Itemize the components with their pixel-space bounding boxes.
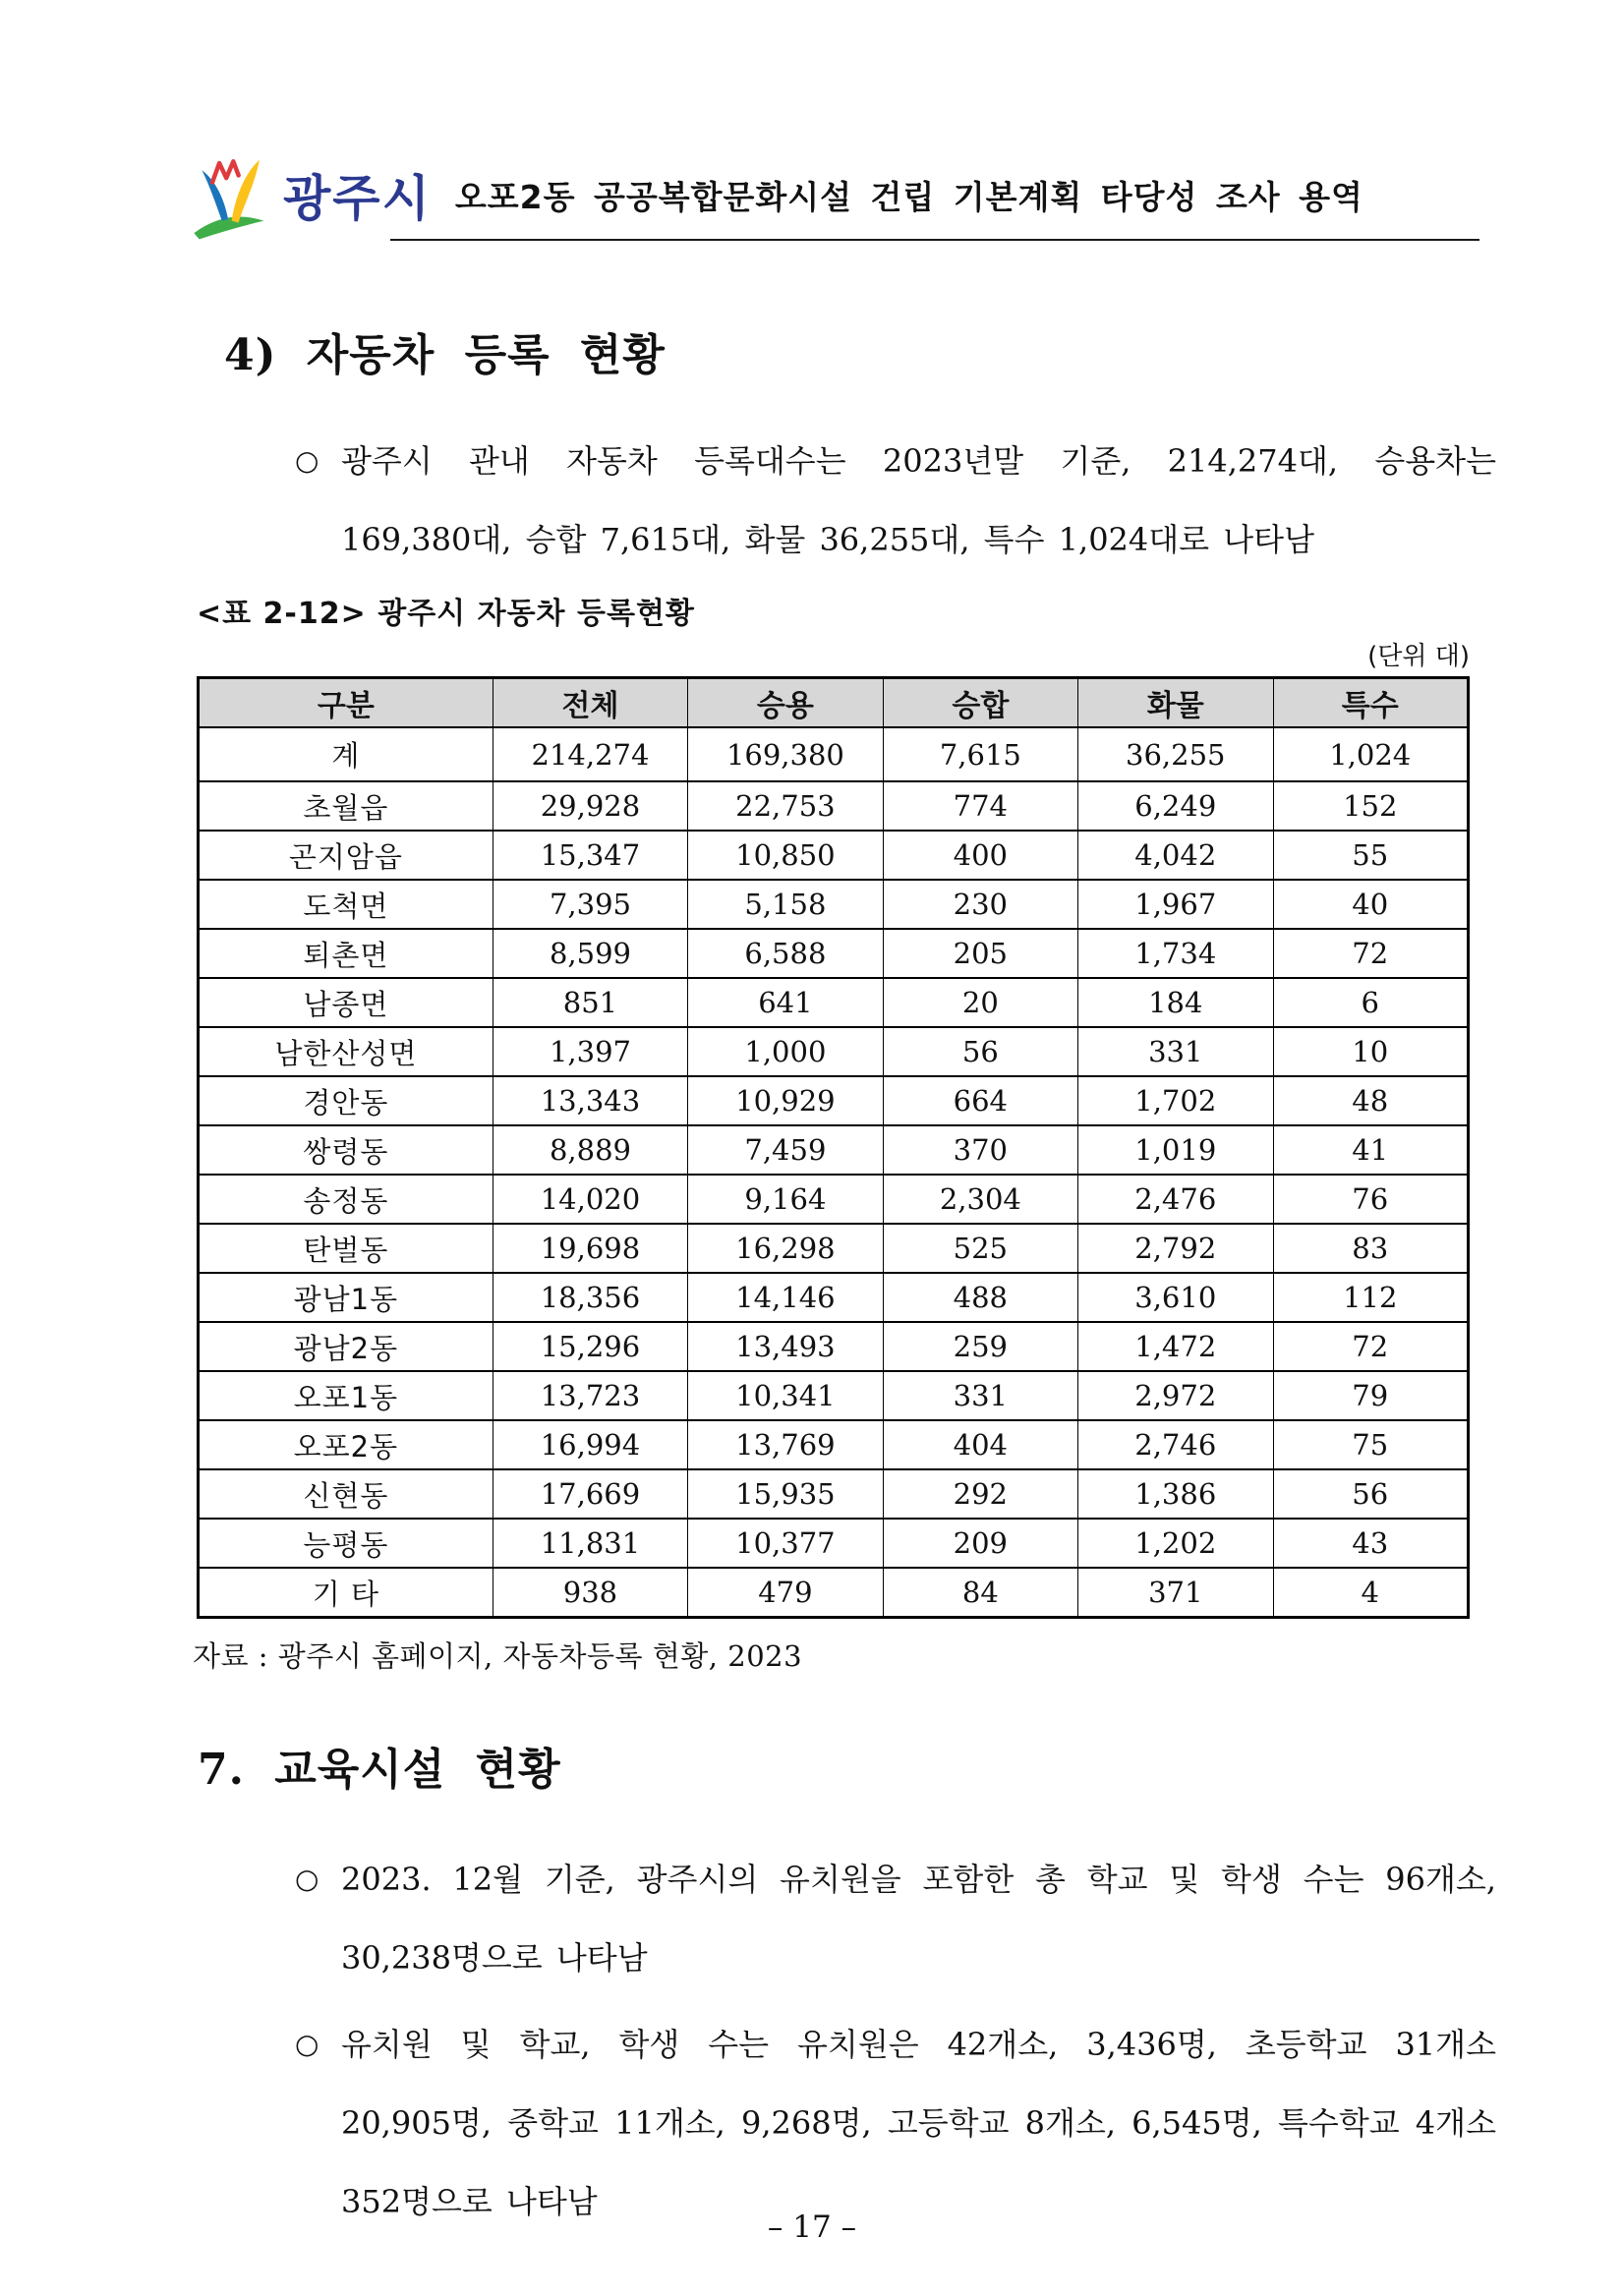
value-cell: 1,472 [1078,1322,1273,1371]
bullet-text: 2023. 12월 기준, 광주시의 유치원을 포함한 총 학교 및 학생 수는 96개소, 30,238명으로 나타남 [341,1861,1496,1977]
row-label-cell: 도척면 [199,880,493,929]
row-label-cell: 송정동 [199,1175,493,1224]
value-cell: 84 [883,1568,1077,1618]
value-cell: 525 [883,1224,1077,1273]
table-row [199,1273,1469,1322]
row-label-cell: 광남2동 [199,1322,493,1371]
value-cell: 641 [688,978,883,1027]
value-cell: 76 [1273,1175,1469,1224]
value-cell: 214,274 [493,727,687,781]
table-row [199,929,1469,978]
table-row [199,781,1469,831]
value-cell: 370 [883,1125,1077,1175]
row-label-cell: 탄벌동 [199,1224,493,1273]
section4-heading: 4) 자동차 등록 현황 [224,330,666,380]
value-cell: 938 [493,1568,687,1618]
value-cell: 4 [1273,1568,1469,1618]
table-caption: <표 2-12> 광주시 자동차 등록현황 [197,597,695,631]
value-cell: 10,341 [688,1371,883,1420]
value-cell: 22,753 [688,781,883,831]
table-row [199,1125,1469,1175]
row-label-cell: 남종면 [199,978,493,1027]
table-row [199,1322,1469,1371]
value-cell: 16,994 [493,1420,687,1469]
row-label-cell: 오포1동 [199,1371,493,1420]
gwangju-city-logo-icon [189,149,267,240]
value-cell: 18,356 [493,1273,687,1322]
column-header: 승용 [688,678,883,728]
value-cell: 112 [1273,1273,1469,1322]
value-cell: 331 [1078,1027,1273,1076]
value-cell: 774 [883,781,1077,831]
value-cell: 11,831 [493,1519,687,1568]
column-header: 특수 [1273,678,1469,728]
report-title: 오포2동 공공복합문화시설 건립 기본계획 타당성 조사 용역 [454,177,1363,216]
value-cell: 400 [883,831,1077,880]
value-cell: 2,972 [1078,1371,1273,1420]
column-header: 전체 [493,678,687,728]
value-cell: 8,889 [493,1125,687,1175]
page-content [0,319,1624,2241]
page-number: – 17 – [767,2210,857,2245]
row-label-cell: 퇴촌면 [199,929,493,978]
value-cell: 56 [1273,1469,1469,1519]
value-cell: 14,146 [688,1273,883,1322]
table-header-row [199,678,1469,728]
value-cell: 75 [1273,1420,1469,1469]
vehicle-registration-table [197,676,1470,1619]
value-cell: 6,249 [1078,781,1273,831]
value-cell: 13,343 [493,1076,687,1125]
value-cell: 43 [1273,1519,1469,1568]
value-cell: 56 [883,1027,1077,1076]
table-row [199,1027,1469,1076]
value-cell: 10,377 [688,1519,883,1568]
logo-text: 광주시 [283,170,432,227]
value-cell: 371 [1078,1568,1273,1618]
row-label-cell: 곤지암읍 [199,831,493,880]
table-row [199,1371,1469,1420]
table-row [199,1519,1469,1568]
value-cell: 4,042 [1078,831,1273,880]
section7-heading: 7. 교육시설 현황 [198,1745,561,1795]
value-cell: 13,723 [493,1371,687,1420]
table-row [199,831,1469,880]
value-cell: 15,347 [493,831,687,880]
table-unit-label: (단위 대) [1367,642,1470,671]
value-cell: 29,928 [493,781,687,831]
table-row [199,978,1469,1027]
table-row [199,880,1469,929]
value-cell: 205 [883,929,1077,978]
table-row [199,1420,1469,1469]
table-row [199,1224,1469,1273]
value-cell: 664 [883,1076,1077,1125]
value-cell: 7,615 [883,727,1077,781]
value-cell: 488 [883,1273,1077,1322]
value-cell: 209 [883,1519,1077,1568]
logo-green-swoosh [194,217,263,240]
table-row [199,1568,1469,1618]
table-source-note: 자료 : 광주시 홈페이지, 자동차등록 현황, 2023 [193,1639,803,1673]
value-cell: 479 [688,1568,883,1618]
page-header [189,149,1363,240]
section4-bullet [295,422,1496,579]
row-label-cell: 광남1동 [199,1273,493,1322]
value-cell: 83 [1273,1224,1469,1273]
value-cell: 17,669 [493,1469,687,1519]
value-cell: 72 [1273,1322,1469,1371]
value-cell: 10,850 [688,831,883,880]
value-cell: 7,459 [688,1125,883,1175]
value-cell: 259 [883,1322,1077,1371]
value-cell: 1,019 [1078,1125,1273,1175]
column-header: 화물 [1078,678,1273,728]
row-label-cell: 능평동 [199,1519,493,1568]
value-cell: 404 [883,1420,1077,1469]
value-cell: 1,967 [1078,880,1273,929]
value-cell: 79 [1273,1371,1469,1420]
value-cell: 2,746 [1078,1420,1273,1469]
value-cell: 2,304 [883,1175,1077,1224]
bullet-marker: ○ [295,2028,319,2060]
value-cell: 1,000 [688,1027,883,1076]
value-cell: 169,380 [688,727,883,781]
table-row [199,1076,1469,1125]
row-label-cell: 경안동 [199,1076,493,1125]
row-label-cell: 남한산성면 [199,1027,493,1076]
bullet-text: 유치원 및 학교, 학생 수는 유치원은 42개소, 3,436명, 초등학교 31개소 20,905명, 중학교 11개소, 9,268명, 고등학교 8개소, 6,545명, 특수학교 4개소 352명으로 나타남 [341,2026,1496,2220]
row-label-cell: 초월읍 [199,781,493,831]
table-row [199,1175,1469,1224]
section7-bullet-2 [295,2005,1496,2241]
bullet-marker: ○ [295,1863,319,1895]
value-cell: 16,298 [688,1224,883,1273]
value-cell: 7,395 [493,880,687,929]
bullet-text: 광주시 관내 자동차 등록대수는 2023년말 기준, 214,274대, 승용차는 169,380대, 승합 7,615대, 화물 36,255대, 특수 1,024대로 나타남 [341,442,1496,558]
value-cell: 1,702 [1078,1076,1273,1125]
value-cell: 55 [1273,831,1469,880]
value-cell: 6 [1273,978,1469,1027]
value-cell: 6,588 [688,929,883,978]
table-body [199,727,1469,1618]
total-row [199,727,1469,781]
value-cell: 230 [883,880,1077,929]
value-cell: 8,599 [493,929,687,978]
value-cell: 1,202 [1078,1519,1273,1568]
column-header: 구분 [199,678,493,728]
value-cell: 41 [1273,1125,1469,1175]
value-cell: 3,610 [1078,1273,1273,1322]
value-cell: 2,792 [1078,1224,1273,1273]
value-cell: 20 [883,978,1077,1027]
value-cell: 1,397 [493,1027,687,1076]
value-cell: 15,935 [688,1469,883,1519]
value-cell: 13,493 [688,1322,883,1371]
value-cell: 2,476 [1078,1175,1273,1224]
value-cell: 5,158 [688,880,883,929]
value-cell: 36,255 [1078,727,1273,781]
value-cell: 40 [1273,880,1469,929]
row-label-cell: 신현동 [199,1469,493,1519]
logo-red-zigzag [212,161,239,182]
value-cell: 1,386 [1078,1469,1273,1519]
value-cell: 331 [883,1371,1077,1420]
value-cell: 10 [1273,1027,1469,1076]
row-label-cell: 기 타 [199,1568,493,1618]
value-cell: 292 [883,1469,1077,1519]
row-label-cell: 계 [199,727,493,781]
value-cell: 1,734 [1078,929,1273,978]
row-label-cell: 오포2동 [199,1420,493,1469]
table-row [199,1469,1469,1519]
row-label-cell: 쌍령동 [199,1125,493,1175]
value-cell: 1,024 [1273,727,1469,781]
value-cell: 48 [1273,1076,1469,1125]
value-cell: 9,164 [688,1175,883,1224]
column-header: 승합 [883,678,1077,728]
value-cell: 13,769 [688,1420,883,1469]
value-cell: 15,296 [493,1322,687,1371]
section7-bullet-1 [295,1840,1496,1997]
value-cell: 851 [493,978,687,1027]
bullet-marker: ○ [295,444,319,477]
value-cell: 184 [1078,978,1273,1027]
value-cell: 10,929 [688,1076,883,1125]
value-cell: 72 [1273,929,1469,978]
header-divider [390,239,1479,241]
value-cell: 19,698 [493,1224,687,1273]
value-cell: 14,020 [493,1175,687,1224]
value-cell: 152 [1273,781,1469,831]
